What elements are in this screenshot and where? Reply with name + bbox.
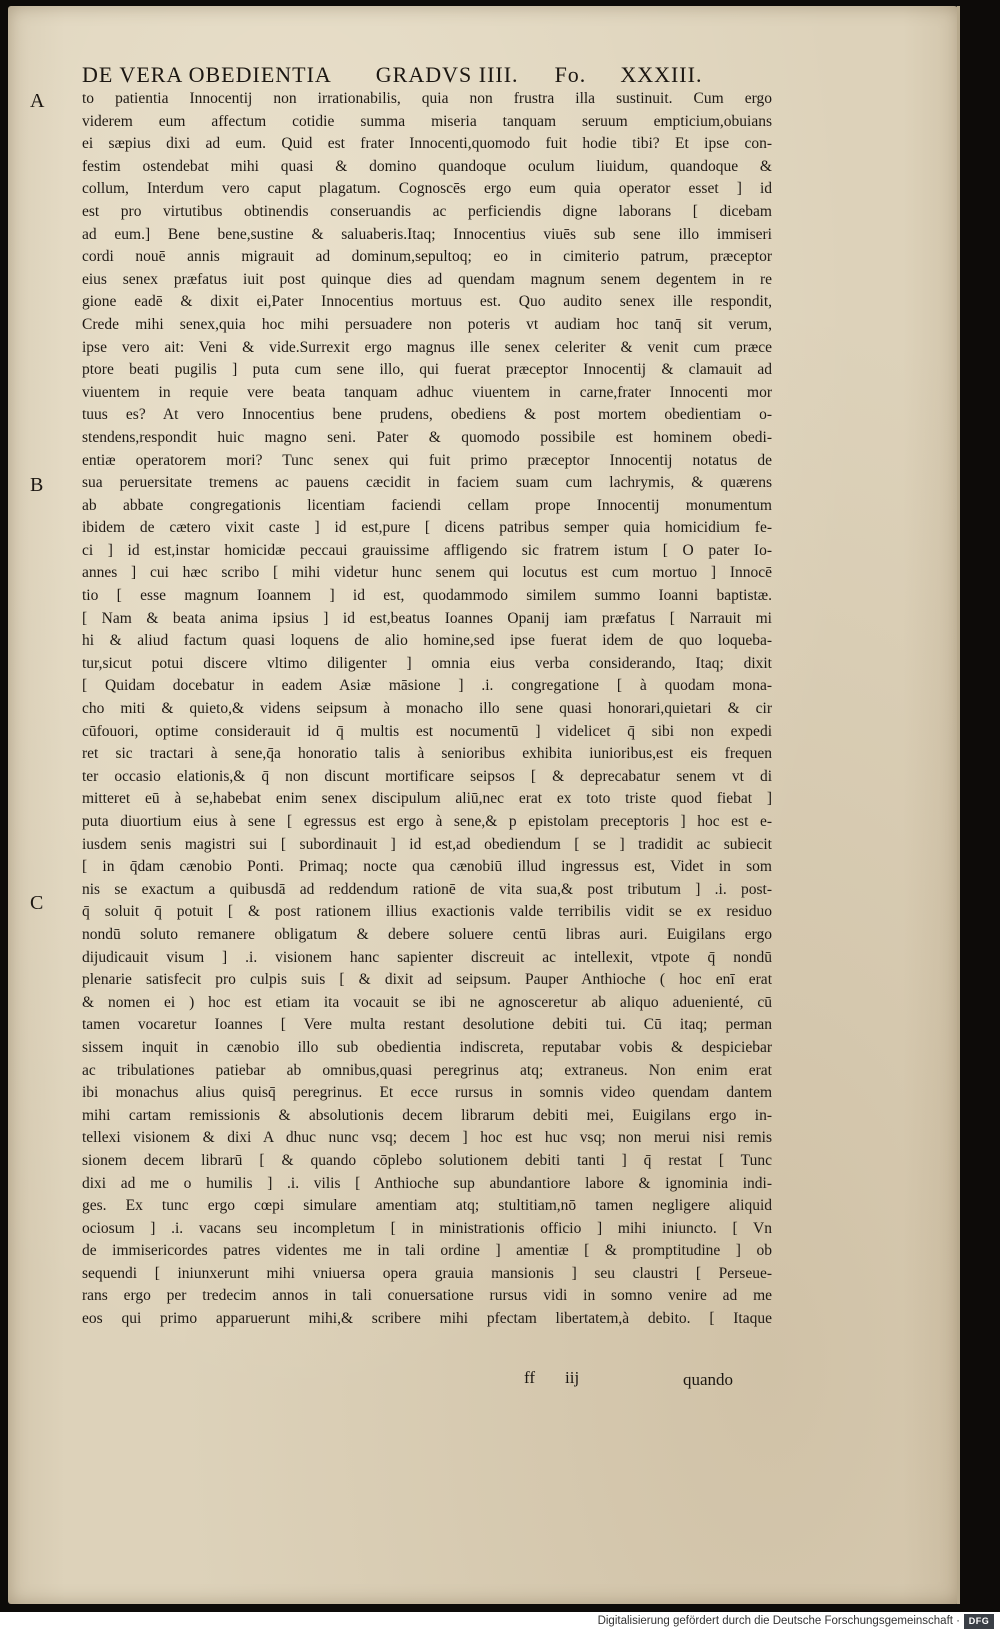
- text-line: iusdem senis magistri sui [ subordinauit ] id est,ad obediendum [ se ] tradidit ac subiecit: [82, 835, 772, 853]
- text-line: nis se exactum a quibusdā ad reddendum rationē de vita sua,& post tributum ] .i. post-: [82, 880, 772, 898]
- text-line: & nomen ei ) hoc est etiam ita vocauit se ibi ne agnosceretur ab aliquo aduenienté, cū: [82, 993, 772, 1011]
- text-line: hi & aliud factum quasi loquens de alio homine,sed ipse fuerat idem de quo loqueba-: [82, 632, 772, 650]
- text-line: q̄ soluit q̄ potuit [ & post rationem illius exactionis valde terribilis vidit se ex residuo: [82, 903, 772, 921]
- text-line: entiæ operatorem mori? Tunc senex qui fuit primo præceptor Innocentij notatus de: [82, 451, 772, 469]
- running-header: [82, 62, 802, 88]
- text-line: viderem eum affectum cotidie summa miseria tanquam seruum empticium,obuians: [82, 112, 772, 130]
- funding-note: Digitalisierung gefördert durch die Deutsche Forschungsgemeinschaft ·: [597, 1615, 960, 1627]
- text-line: eius senex præfatus iuit post quinque dies ad quendam magnum senem degentem in re: [82, 270, 772, 288]
- header-folio-label: Fo.: [554, 62, 587, 87]
- text-line: stendens,respondit huic magno seni. Pater & quomodo possibile est hominem obedi-: [82, 428, 772, 446]
- text-line: plenarie satisfecit pro culpis suis [ & dixit ad seipsum. Pauper Anthioche ( hoc enī erat: [82, 971, 772, 989]
- text-line: ociosum ] .i. vacans seu incompletum [ in ministrationis officio ] mihi iniuncto. [ Vn: [82, 1219, 772, 1237]
- text-line: Crede mihi senex,quia hoc mihi persuadere non poteris vt audiam hoc tanq̄ sit verum,: [82, 315, 772, 333]
- text-line: collum, Interdum vero caput plagatum. Cognoscēs ergo eum quia operator esset ] id: [82, 180, 772, 198]
- text-line: tellexi visionem & dixi A dhuc nunc vsq; decem ] hoc est huc vsq; non merui nisi remis: [82, 1129, 772, 1147]
- text-line: sissem inquit in cænobio illo sub obedientia indiscreta, reputabar vobis & despiciebar: [82, 1038, 772, 1056]
- text-line: tuus es? At vero Innocentius bene prudens, obediens & post mortem obedientiam o-: [82, 406, 772, 424]
- footer-bar: [0, 1612, 1000, 1632]
- text-line: cordi nouē annis migrauit ad dominum,sepultoq; eo in cimiterio patrum, præceptor: [82, 248, 772, 266]
- text-line: ibi monachus alius quisq̄ peregrinus. Et ecce rursus in somnis video quendam dantem: [82, 1084, 772, 1102]
- header-section: GRADVS IIII.: [375, 62, 519, 87]
- text-line: ges. Ex tunc ergo cœpi simulare amentiam atq; stultitiam,nō tamen negligere aliquid: [82, 1197, 772, 1215]
- text-line: ipse vero ait: Veni & vide.Surrexit ergo magnus ille senex celeriter & venit cum præce: [82, 338, 772, 356]
- text-line: rans ergo per tredecim annos in tali conuersatione rursus vidi in somno venire ad me: [82, 1287, 772, 1305]
- text-line: eos qui primo apparuerunt mihi,& scribere mihi pfectam libertatem,à debito. [ Itaque: [82, 1310, 772, 1328]
- text-line: sequendi [ iniunxerunt mihi vniuersa opera grauia mansionis ] seu claustri [ Perseue-: [82, 1264, 772, 1282]
- text-line: ptore beati pugilis ] puta cum sene illo, qui fuerat præceptor Innocentij & clamauit ad: [82, 361, 772, 379]
- text-line: to patientia Innocentij non irrationabilis, quia non frustra illa sustinuit. Cum ergo: [82, 90, 772, 107]
- margin-marker-c: C: [30, 892, 44, 914]
- text-line: tio [ esse magnum Ioannem ] id est, quodammodo similem summo Ioanni baptistæ.: [82, 587, 772, 605]
- text-line: est pro virtutibus obtinendis conseruandis ac perficiendis digne laborans [ dicebam: [82, 202, 772, 220]
- header-folio-number: XXXIII.: [620, 62, 703, 87]
- text-line: nondū soluto remanere obligatum & debere soluere centū libras auri. Euigilans ergo: [82, 925, 772, 943]
- text-line: [ Nam & beata anima ipsius ] id est,beatus Ioannes Opanij iam præfatus [ Narrauit mi: [82, 609, 772, 627]
- signature-mark: [524, 1368, 579, 1388]
- text-line: de immisericordes patres videntes me in tali ordine ] amentiæ [ & promptitudine ] ob: [82, 1242, 772, 1260]
- margin-marker-a: A: [30, 90, 45, 112]
- text-line: gione eadē & dixit ei,Pater Innocentius mortuus est. Quo audito senex ille respondit,: [82, 293, 772, 311]
- text-line: ab abbate congregationis licentiam faciendi cellam prope Innocentij monumentum: [82, 496, 772, 514]
- dfg-logo: DFG: [964, 1614, 994, 1629]
- text-line: mitteret eū à se,habebat enim senex discipulum aliū,nec erat ex toto triste quod fiebat ]: [82, 790, 772, 808]
- text-line: ret sic tractari à sene,q̄a honoratio talis à senioribus exhibita iunioribus,est eis frequen: [82, 745, 772, 763]
- text-line: dijudicauit visum ] .i. visionem hanc sapienter discreuit ac intellexit, vtpote q̄ nondū: [82, 948, 772, 966]
- margin-marker-b: B: [30, 474, 44, 496]
- text-line: tur,sicut potui discere vltimo diligenter ] omnia eius verba considerando, Itaq; dixit: [82, 654, 772, 672]
- text-line: ibidem de cætero vixit caste ] id est,pure [ dicens patribus semper quia homicidium fe-: [82, 519, 772, 537]
- text-line: dixi ad me o humilis ] .i. vilis [ Anthioche sup abundantiore labore & ignominia indi-: [82, 1174, 772, 1192]
- text-line: cūfouori, optime considerauit id q̄ multis est nocumentū ] videlicet q̄ sibi non expedi: [82, 722, 772, 740]
- text-line: sionem decem librarū [ & quando cōplebo solutionem debiti tanti ] q̄ restat [ Tunc: [82, 1151, 772, 1169]
- text-line: [ Quidam docebatur in eadem Asiæ māsione ] .i. congregatione [ à quodam mona-: [82, 677, 772, 695]
- header-title: DE VERA OBEDIENTIA: [82, 62, 332, 87]
- catchword: quando: [683, 1370, 734, 1389]
- text-line: puta diuortium eius à sene [ egressus est ergo à sene,& p epistolam preceptoris ] hoc est e-: [82, 813, 772, 830]
- text-line: [ in q̄dam cænobio Ponti. Primaq; nocte qua cænobiū illud ingressus est, Videt in som: [82, 858, 772, 876]
- text-line: festim ostendebat mihi quasi & domino quandoque oculum liuidum, quandoque &: [82, 157, 772, 175]
- text-line: ac tribulationes patiebar ab omnibus,quasi peregrinus atq; extraneus. Non enim erat: [82, 1061, 772, 1079]
- text-line: ad eum.] Bene bene,sustine & saluaberis.Itaq; Innocentius viuēs sub sene illo immiseri: [82, 225, 772, 243]
- page-edge: [957, 6, 960, 1604]
- text-line: annes ] cui hæc scribo [ mihi videtur hunc senem qui locutus est cum mortuo ] Innocē: [82, 564, 772, 582]
- text-line: ei sæpius dixi ad eum. Quid est frater Innocenti,quomodo fuit hodie tibi? Et ipse con-: [82, 135, 772, 153]
- signature-letters: ff: [524, 1368, 536, 1387]
- signature-number: iij: [565, 1368, 580, 1387]
- text-line: cho miti & quieto,& videns seipsum à monacho illo sene quasi honorari,quietari & cir: [82, 700, 772, 718]
- text-line: ci ] id est,instar homicidæ peccaui grauissime affligendo sic fratrem istum [ O pater Io-: [82, 541, 772, 559]
- text-line: viuentem in requie vere beata tanquam adhuc viuentem in carne,frater Innocenti mor: [82, 383, 772, 401]
- text-line: mihi cartam remissionis & absolutionis decem librarum debiti mei, Euigilans ergo in-: [82, 1106, 772, 1124]
- text-line: ter occasio elationis,& q̄ non discunt mortificare seipsos [ & deprecabatur senem vt di: [82, 767, 772, 785]
- body-text: [82, 88, 772, 1331]
- text-line: sua peruersitate tremens ac pauens cæcidit in faciem suam cum lachrymis, & quærens: [82, 474, 772, 492]
- text-line: tamen vocaretur Ioannes [ Vere multa restant desolutione debiti tui. Cū itaq; perman: [82, 1016, 772, 1034]
